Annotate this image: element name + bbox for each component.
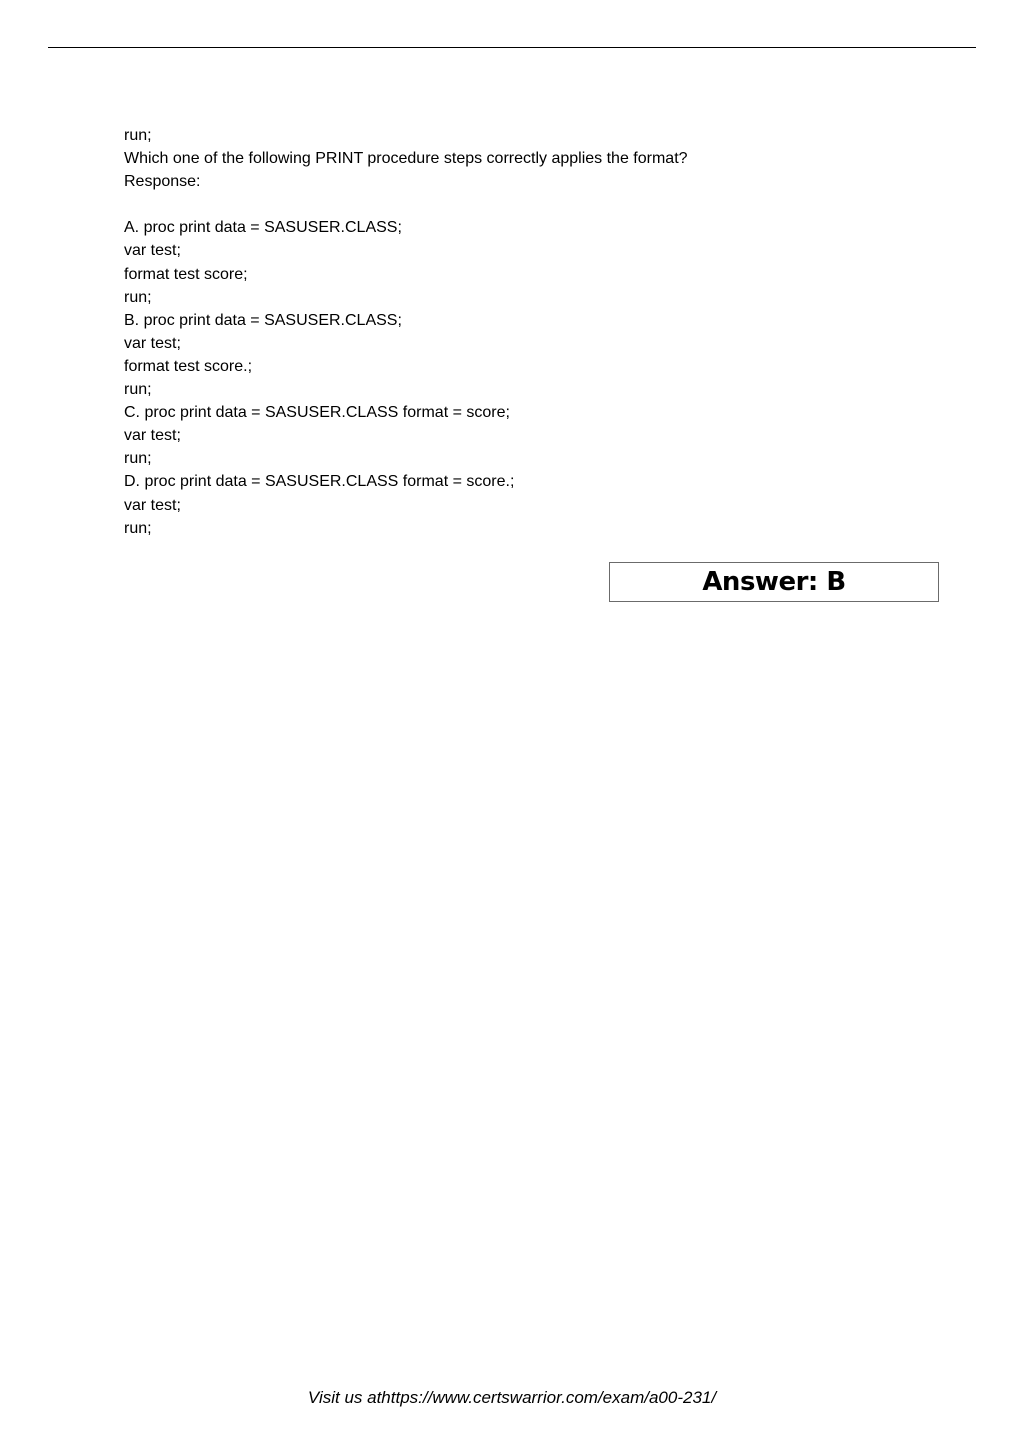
option-a-line: var test; bbox=[124, 242, 181, 260]
response-label: Response: bbox=[124, 173, 201, 191]
option-d-line: run; bbox=[124, 519, 152, 537]
option-a-line: format test score; bbox=[124, 265, 248, 283]
option-a-line: run; bbox=[124, 288, 152, 306]
footer-link-text: Visit us athttps://www.certswarrior.com/exam/a00-231/ bbox=[307, 1388, 717, 1407]
answer-box bbox=[609, 562, 939, 602]
blank-line bbox=[124, 193, 944, 216]
option-c-line: C. proc print data = SASUSER.CLASS format = score; bbox=[124, 404, 510, 422]
option-c-line: run; bbox=[124, 450, 152, 468]
option-d-line: var test; bbox=[124, 496, 181, 514]
option-b-line: format test score.; bbox=[124, 357, 253, 375]
option-b-line: B. proc print data = SASUSER.CLASS; bbox=[124, 311, 402, 329]
option-d-line: D. proc print data = SASUSER.CLASS format = score.; bbox=[124, 473, 515, 491]
question-body bbox=[124, 124, 944, 540]
question-line: run; bbox=[124, 127, 152, 144]
option-b-line: var test; bbox=[124, 334, 181, 352]
header-divider bbox=[48, 47, 976, 48]
option-a-line: A. proc print data = SASUSER.CLASS; bbox=[124, 219, 402, 237]
option-b-line: run; bbox=[124, 381, 152, 399]
question-prompt: Which one of the following PRINT procedure steps correctly applies the format? bbox=[124, 150, 688, 168]
answer-label: Answer: B bbox=[702, 567, 846, 597]
option-c-line: var test; bbox=[124, 427, 181, 445]
